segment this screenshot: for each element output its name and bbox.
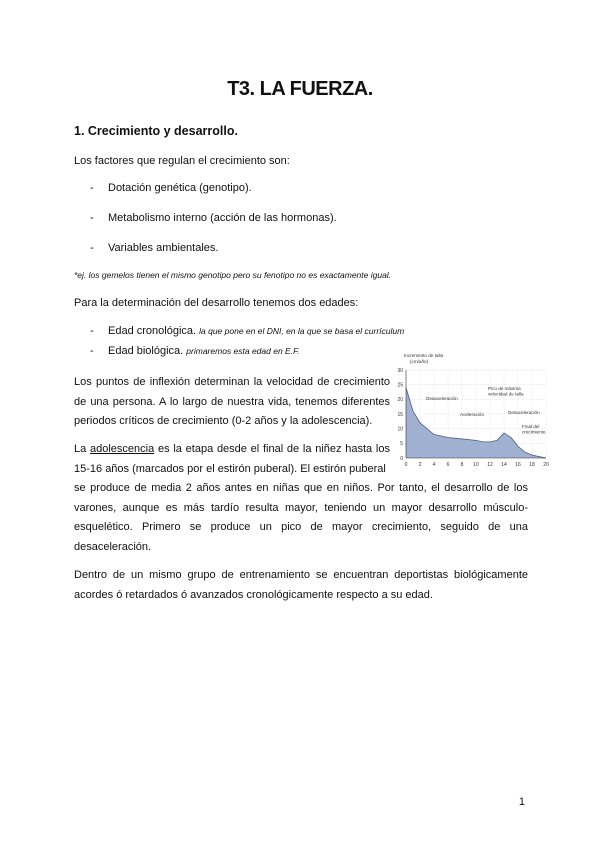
page-number: 1 — [518, 796, 525, 808]
x-tick-label: 2 — [418, 462, 422, 468]
chart-annotation: Pico de máxima — [488, 386, 521, 391]
y-tick-label: 25 — [397, 382, 403, 389]
chart-annotation: Desaceleración — [426, 396, 458, 401]
x-tick-label: 20 — [543, 462, 549, 468]
x-tick-label: 18 — [529, 462, 535, 468]
section-heading: 1. Crecimiento y desarrollo. — [74, 124, 238, 138]
x-tick-label: 4 — [432, 462, 436, 468]
growth-velocity-chart — [372, 352, 554, 470]
x-tick-label: 16 — [515, 462, 521, 468]
y-tick-label: 20 — [397, 397, 403, 404]
paragraph: se produce de media 2 años antes en niñas que en niños. Por tanto, el desarrollo de los varones, aunque es más tardío resulta mayor, teniendo un mayor desarrollo músculo-esquelético. Primero se produce un pico de mayor crecimiento, seguido de una desaceleración. — [74, 482, 528, 553]
factors-intro: Los factores que regulan el crecimiento son: — [74, 155, 290, 167]
y-tick-label: 10 — [397, 426, 403, 433]
y-tick-label: 30 — [397, 367, 403, 374]
chart-annotation: Desaceleración — [508, 410, 540, 415]
y-tick-label: 5 — [400, 441, 403, 448]
x-tick-label: 12 — [487, 462, 493, 468]
x-tick-label: 6 — [446, 462, 450, 468]
y-tick-label: 15 — [397, 411, 403, 418]
x-tick-label: 0 — [404, 462, 408, 468]
chart-annotation: velocidad de talla — [488, 391, 524, 397]
x-tick-label: 8 — [460, 462, 464, 468]
y-tick-label: 0 — [400, 455, 403, 462]
paragraph: La adolescencia es la etapa desde el final de la niñez hasta los 15-16 años (marcados por el estirón puberal). El estirón puberal — [74, 443, 390, 475]
chart-annotation: Aceleración — [460, 412, 485, 417]
y-axis-label: Incremento de talla — [404, 353, 444, 358]
chart-annotation: Final del — [522, 424, 540, 429]
ages-intro: Para la determinación del desarrollo tenemos dos edades: — [74, 297, 359, 309]
paragraph: Los puntos de inflexión determinan la velocidad de crecimiento de una persona. A lo largo de nuestra vida, tenemos diferentes periodos críticos de crecimiento (0-2 años y la adolescencia). — [74, 376, 390, 427]
y-axis-label: (cm/año) — [410, 359, 429, 364]
x-tick-label: 10 — [473, 462, 479, 468]
chart-annotation: crecimiento — [522, 429, 546, 435]
page-title: T3. LA FUERZA. — [227, 78, 373, 100]
note: *ej. los gemelos tienen el mismo genotipo pero su fenotipo no es exactamente igual. — [74, 270, 392, 280]
x-tick-label: 14 — [501, 462, 507, 468]
paragraph: Dentro de un mismo grupo de entrenamiento se encuentran deportistas biológicamente acordes ó retardados ó avanzados cronológicamente respecto a su edad. — [74, 569, 528, 601]
